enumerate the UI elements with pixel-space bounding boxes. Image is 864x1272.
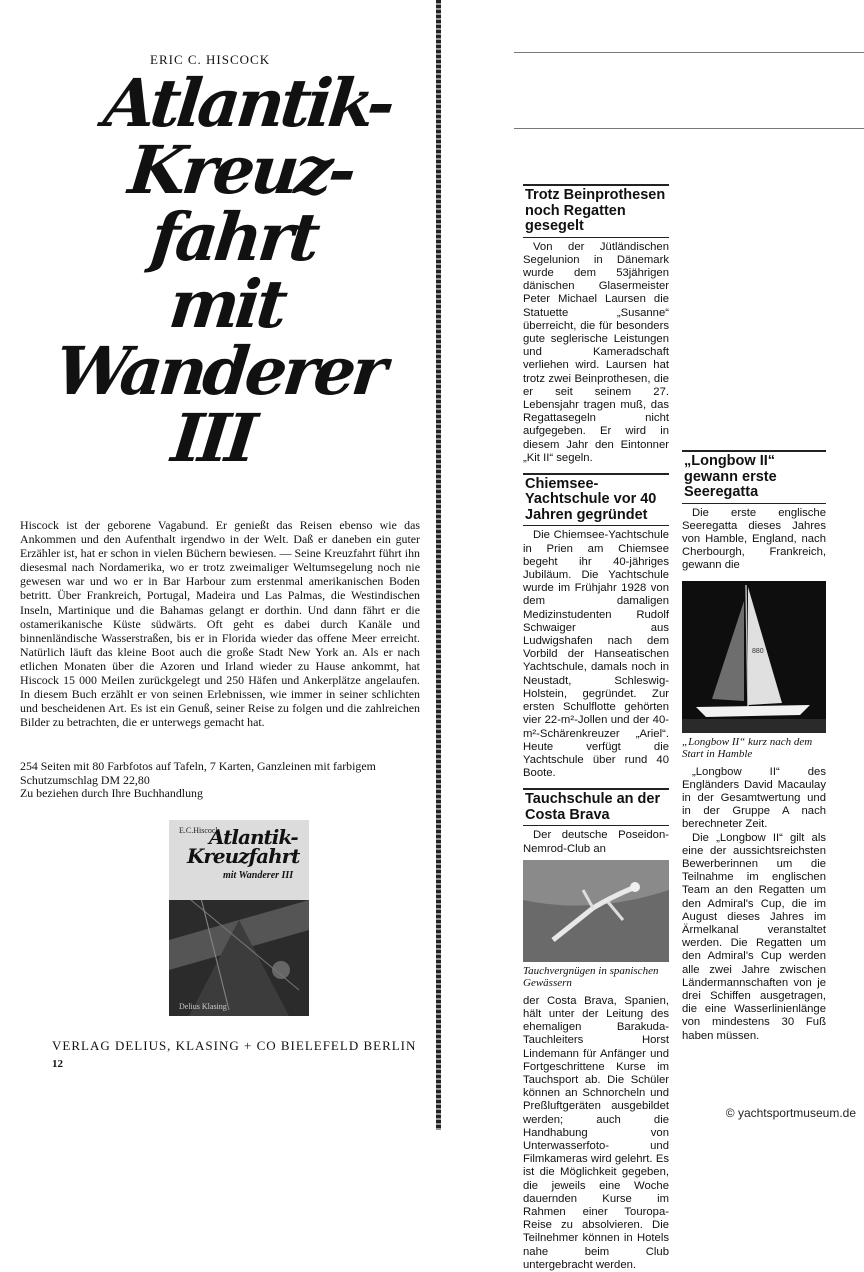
book-cover-image bbox=[169, 820, 309, 1016]
article-headline: Chiemsee-Yachtschule vor 40 Jahren gegründet bbox=[523, 473, 669, 527]
cover-title-line: Kreuzfahrt bbox=[187, 844, 300, 868]
title-line: Atlantik- bbox=[100, 64, 395, 142]
cover-publisher: Delius Klasing bbox=[179, 1002, 227, 1011]
header-rule bbox=[514, 52, 864, 53]
article-body: Der deutsche Poseidon-Nemrod-Club an bbox=[523, 829, 669, 855]
sailboat-illustration bbox=[682, 581, 826, 733]
photo-caption: „Longbow II“ kurz nach dem Start in Hamble bbox=[682, 735, 813, 760]
article-body: Die erste englische Seeregatta dieses Jahres von Hamble, England, nach Cherbourgh, Frankreich, gewann die bbox=[682, 506, 826, 572]
yacht-photo bbox=[682, 581, 826, 733]
diving-photo bbox=[523, 860, 669, 962]
cover-subtitle: mit Wanderer III bbox=[223, 870, 294, 881]
photo-caption: Tauchvergnügen in spanischen Gewässern bbox=[523, 964, 659, 989]
watermark: © yachtsportmuseum.de bbox=[725, 1106, 856, 1120]
title-line: mit bbox=[165, 265, 288, 343]
book-description bbox=[20, 518, 420, 729]
column-1 bbox=[523, 184, 669, 1272]
article-body: Die „Longbow II“ gilt als eine der aussichtsreichsten Bewerberinnen um die Teilnahme im englischen Team an den Regatten um den Admiral's Cup, die im August dieses Jahres im Ärmelkanal veranstaltet werden. Die Regatten um den Admiral's Cup werden alle zwei Jahre zwischen Ländermannschaften von je drei Schiffen ausgetragen, die eine Wasserlinienlänge von mindestens 30 Fuß haben müssen. bbox=[682, 831, 826, 1042]
order-note: Zu beziehen durch Ihre Buchhandlung bbox=[20, 786, 203, 800]
article-headline: Trotz Beinprothesen noch Regatten gesegelt bbox=[523, 184, 669, 238]
page-number: 12 bbox=[52, 1058, 63, 1070]
cover-author: E.C.Hiscock bbox=[179, 826, 220, 835]
article-headline: „Longbow II“ gewann erste Seeregatta bbox=[682, 450, 826, 504]
book-details bbox=[20, 760, 420, 801]
article-body: der Costa Brava, Spanien, hält unter der Leitung des ehemaligen Barakuda-Tauchleiters Horst Lindemann für Anfänger und Fortgeschrittene Kurse im Tauchsport ab. Die Schüler können an Schnorcheln und Preßluftgeräten ausgebildet werden; auch die Handhabung von Unterwasserfoto- und Filmkameras wird gelehrt. Es ist die Möglichkeit gegeben, die jeweils eine Woche dauernden Kurse im Rahmen einer Touropa-Reise zu absolvieren. Die Teilnehmer können in Hotels nahe beim Club untergebracht werden. bbox=[523, 994, 669, 1271]
title-line: Wanderer bbox=[51, 332, 387, 410]
article-body: Von der Jütländischen Segelunion in Dänemark wurde dem 53jährigen dänischen Glasermeister Peter Michael Laursen die Statuette „Susanne“ überreicht, die für besonders gute seglerische Leistungen und Kameradschaft verliehen wird. Laursen hat trotz zwei Beinprothesen, die er seit seinem 27. Lebensjahr tragen muß, das Regattasegeln nicht aufgegeben. Er wird in diesem Jahr den Eintonner „Kit II“ segeln. bbox=[523, 240, 669, 464]
book-author: ERIC C. HISCOCK bbox=[150, 52, 271, 67]
diver-illustration bbox=[523, 860, 669, 962]
cover-title bbox=[187, 825, 300, 868]
sail-number: 880 bbox=[752, 647, 764, 655]
title-line: fahrt bbox=[147, 198, 320, 276]
title-line: III bbox=[168, 399, 257, 477]
article-headline: Tauchschule an der Costa Brava bbox=[523, 788, 669, 826]
description-paragraph: Hiscock ist der geborene Vagabund. Er genießt das Reisen ebenso wie das Ankommen und den Aufenthalt irgendwo in der Welt. Daß er daneben ein guter Erzähler ist, hat er schon in vielen Büchern bewiesen. — Seine Kreuzfahrt führt ihn diesesmal nach Nordamerika, wo er trotz zweimaliger Weltumsegelung noch nie gewesen war und wo er in Bar Harbour zum erstenmal amerikanischen Boden betritt. Über Frankreich, Portugal, Madeira und Las Palmas, die Westindischen Inseln, Martinique und die Bahamas gelangt er dorthin. Und dann fährt er die ostamerikanische Küste südwärts. Oft geht es dabei durch Kanäle und binnenländische Wasserstraßen, bis er in Florida wieder das offene Meer erreicht. Natürlich läuft das kleine Boot auch die große Stadt New York an. Als er nach etlichen Monaten über die Azoren und Irland wieder zu Hause ankommt, hat Hiscock 15 000 Meilen zurückgelegt und 250 Häfen und Ankerplätze angelaufen. In diesem Buch erzählt er von seinen Erlebnissen, wie immer in seiner schlichten und bescheidenen Art. Es ist ein Genuß, seiner Reise zu folgen und die zahlreichen Bilder zu betrachten, die er unterwegs gemacht hat. bbox=[20, 518, 420, 730]
article-body: „Longbow II“ des Engländers David Macaulay in der Gesamtwertung und in der Gruppe A nach berechneter Zeit. bbox=[682, 765, 826, 831]
cover-title-line: Atlantik- bbox=[209, 825, 298, 849]
publisher-line: VERLAG DELIUS, KLASING + CO BIELEFELD BERLIN bbox=[52, 1038, 417, 1053]
book-specs: 254 Seiten mit 80 Farbfotos auf Tafeln, 7 Karten, Ganzleinen mit farbigem Schutzumschlag DM 22,80 bbox=[20, 759, 376, 787]
book-title bbox=[9, 64, 451, 477]
continued-text-box bbox=[682, 182, 826, 436]
article-body: Die Chiemsee-Yachtschule in Prien am Chiemsee begeht ihr 40-jähriges Jubiläum. Die Yachtschule wurde im Frühjahr 1928 von dem damaligen Medizinstudenten Rudolf Schwaiger aus Ludwigshafen nach dem Vorbild der Hanseatischen Yachtschule, damals noch in Neustadt, Schleswig-Holstein, gegründet. Zur ersten Schulflotte gehörten vier 22-m²-Jollen und der 40-m²-Schärenkreuzer „Ariel“. Heute verfügt die Yachtschule über rund 40 Boote. bbox=[523, 529, 669, 780]
column-2 bbox=[682, 182, 826, 1043]
header-rule bbox=[514, 128, 864, 129]
title-line: Kreuz- bbox=[125, 131, 357, 209]
